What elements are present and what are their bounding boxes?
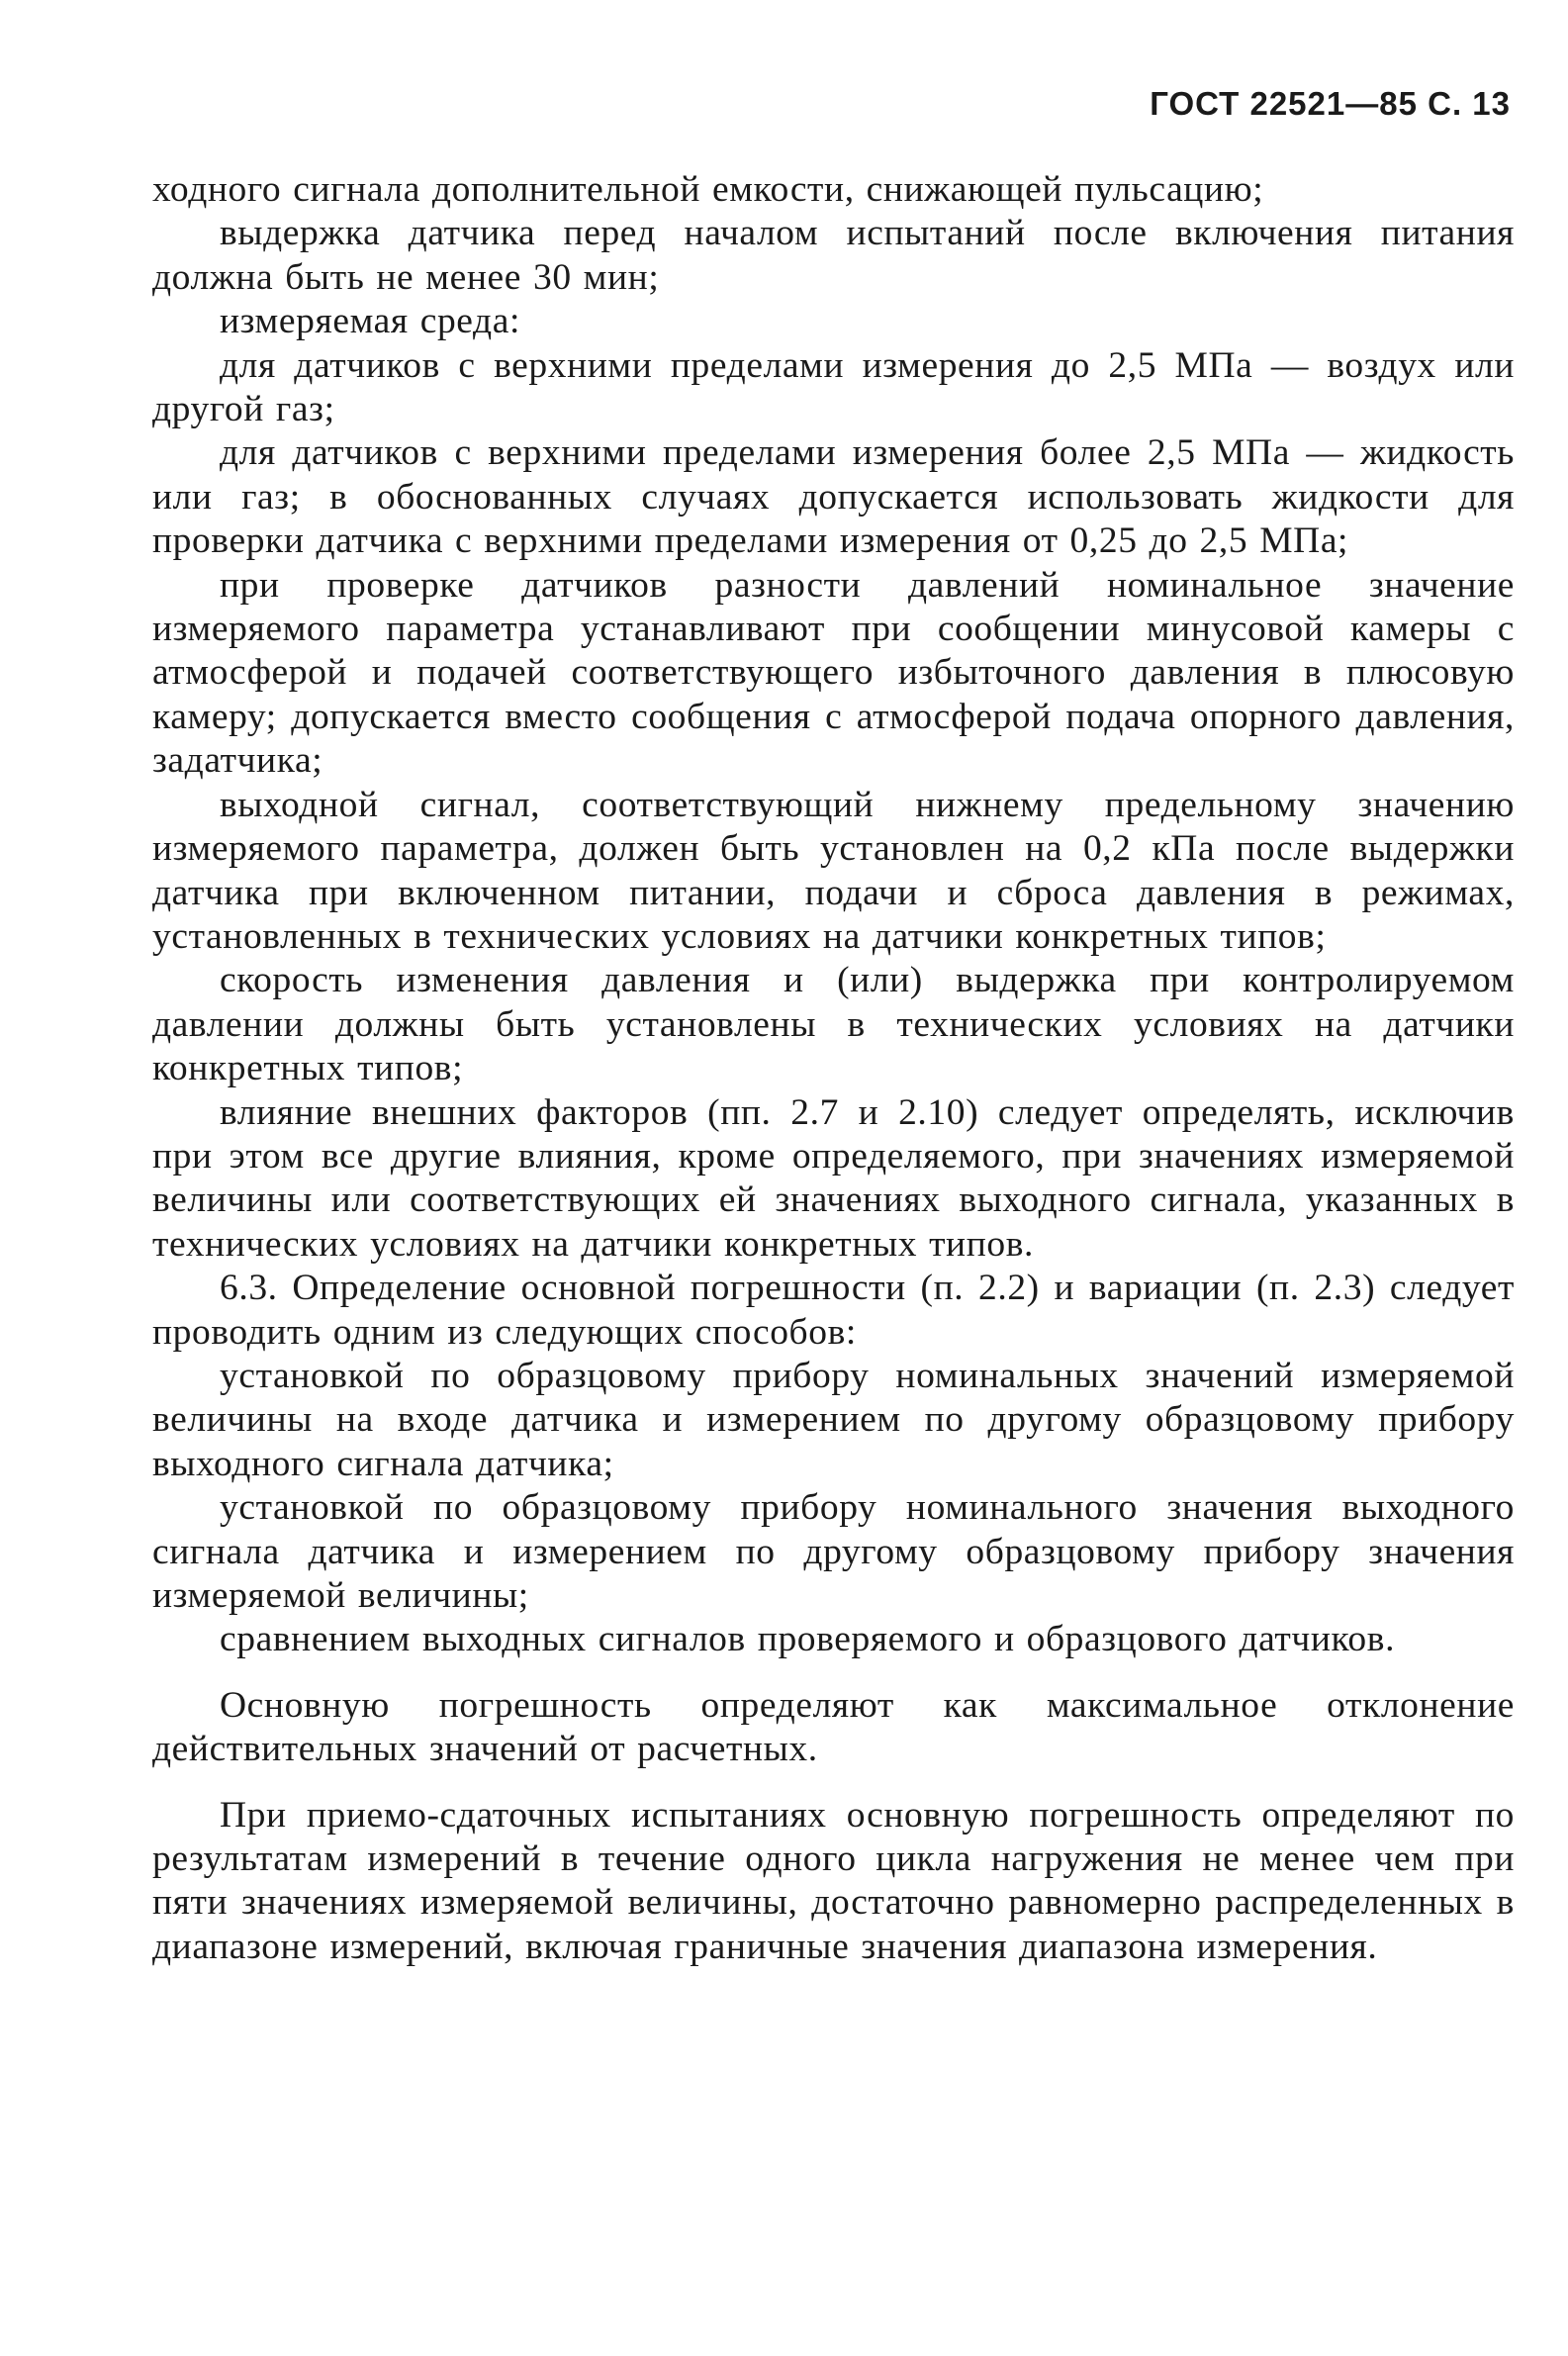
paragraph: для датчиков с верхними пределами измерения более 2,5 МПа — жидкость или газ; в обоснованных случаях допускается использовать жидкости для проверки датчика с верхними пределами измерения от 0,25 до 2,5 МПа;	[152, 432, 1515, 562]
paragraph: При приемо-сдаточных испытаниях основную погрешность определяют по результатам измерений в течение одного цикла нагружения не менее чем при пяти значениях измеряемой величины, достаточно равномерно распределенных в диапазоне измерений, включая граничные значения диапазона измерения.	[152, 1794, 1515, 1967]
paragraph: сравнением выходных сигналов проверяемого и образцового датчиков.	[220, 1619, 1396, 1660]
paragraph: выдержка датчика перед началом испытаний после включения питания должна быть не менее 30 мин;	[152, 213, 1515, 298]
paragraph: влияние внешних факторов (пп. 2.7 и 2.10) следует определять, исключив при этом все другие влияния, кроме определяемого, при значениях измеряемой величины или соответствующих ей значениях выходного сигнала, указанных в технических условиях на датчики конкретных типов.	[152, 1091, 1515, 1265]
paragraph: установкой по образцовому прибору номинального значения выходного сигнала датчика и измерением по другому образцовому прибору значения измеряемой величины;	[152, 1487, 1515, 1616]
paragraph: установкой по образцовому прибору номинальных значений измеряемой величины на входе датчика и измерением по другому образцовому прибору выходного сигнала датчика;	[152, 1355, 1515, 1484]
paragraph: измеряемая среда:	[220, 301, 520, 342]
paragraph: ходного сигнала дополнительной емкости, снижающей пульсацию;	[152, 169, 1264, 210]
body-text	[152, 168, 1515, 1969]
paragraph: для датчиков с верхними пределами измерения до 2,5 МПа — воздух или другой газ;	[152, 344, 1515, 430]
paragraph: при проверке датчиков разности давлений номинальное значение измеряемого параметра устанавливают при сообщении минусовой камеры с атмосферой и подачей соответствующего избыточного давления в плюсовую камеру; допускается вместо сообщения с атмосферой подача опорного давления, задатчика;	[152, 564, 1515, 782]
section-paragraph: 6.3. Определение основной погрешности (п. 2.2) и вариации (п. 2.3) следует проводить одним из следующих способов:	[152, 1268, 1515, 1353]
paragraph: Основную погрешность определяют как максимальное отклонение действительных значений от расчетных.	[152, 1684, 1515, 1770]
paragraph: скорость изменения давления и (или) выдержка при контролируемом давлении должны быть установлены в технических условиях на датчики конкретных типов;	[152, 960, 1515, 1089]
running-header: ГОСТ 22521—85 С. 13	[1150, 85, 1511, 122]
paragraph: выходной сигнал, соответствующий нижнему предельному значению измеряемого параметра, должен быть установлен на 0,2 кПа после выдержки датчика при включенном питании, подачи и сброса давления в режимах, установленных в технических условиях на датчики конкретных типов;	[152, 784, 1515, 957]
